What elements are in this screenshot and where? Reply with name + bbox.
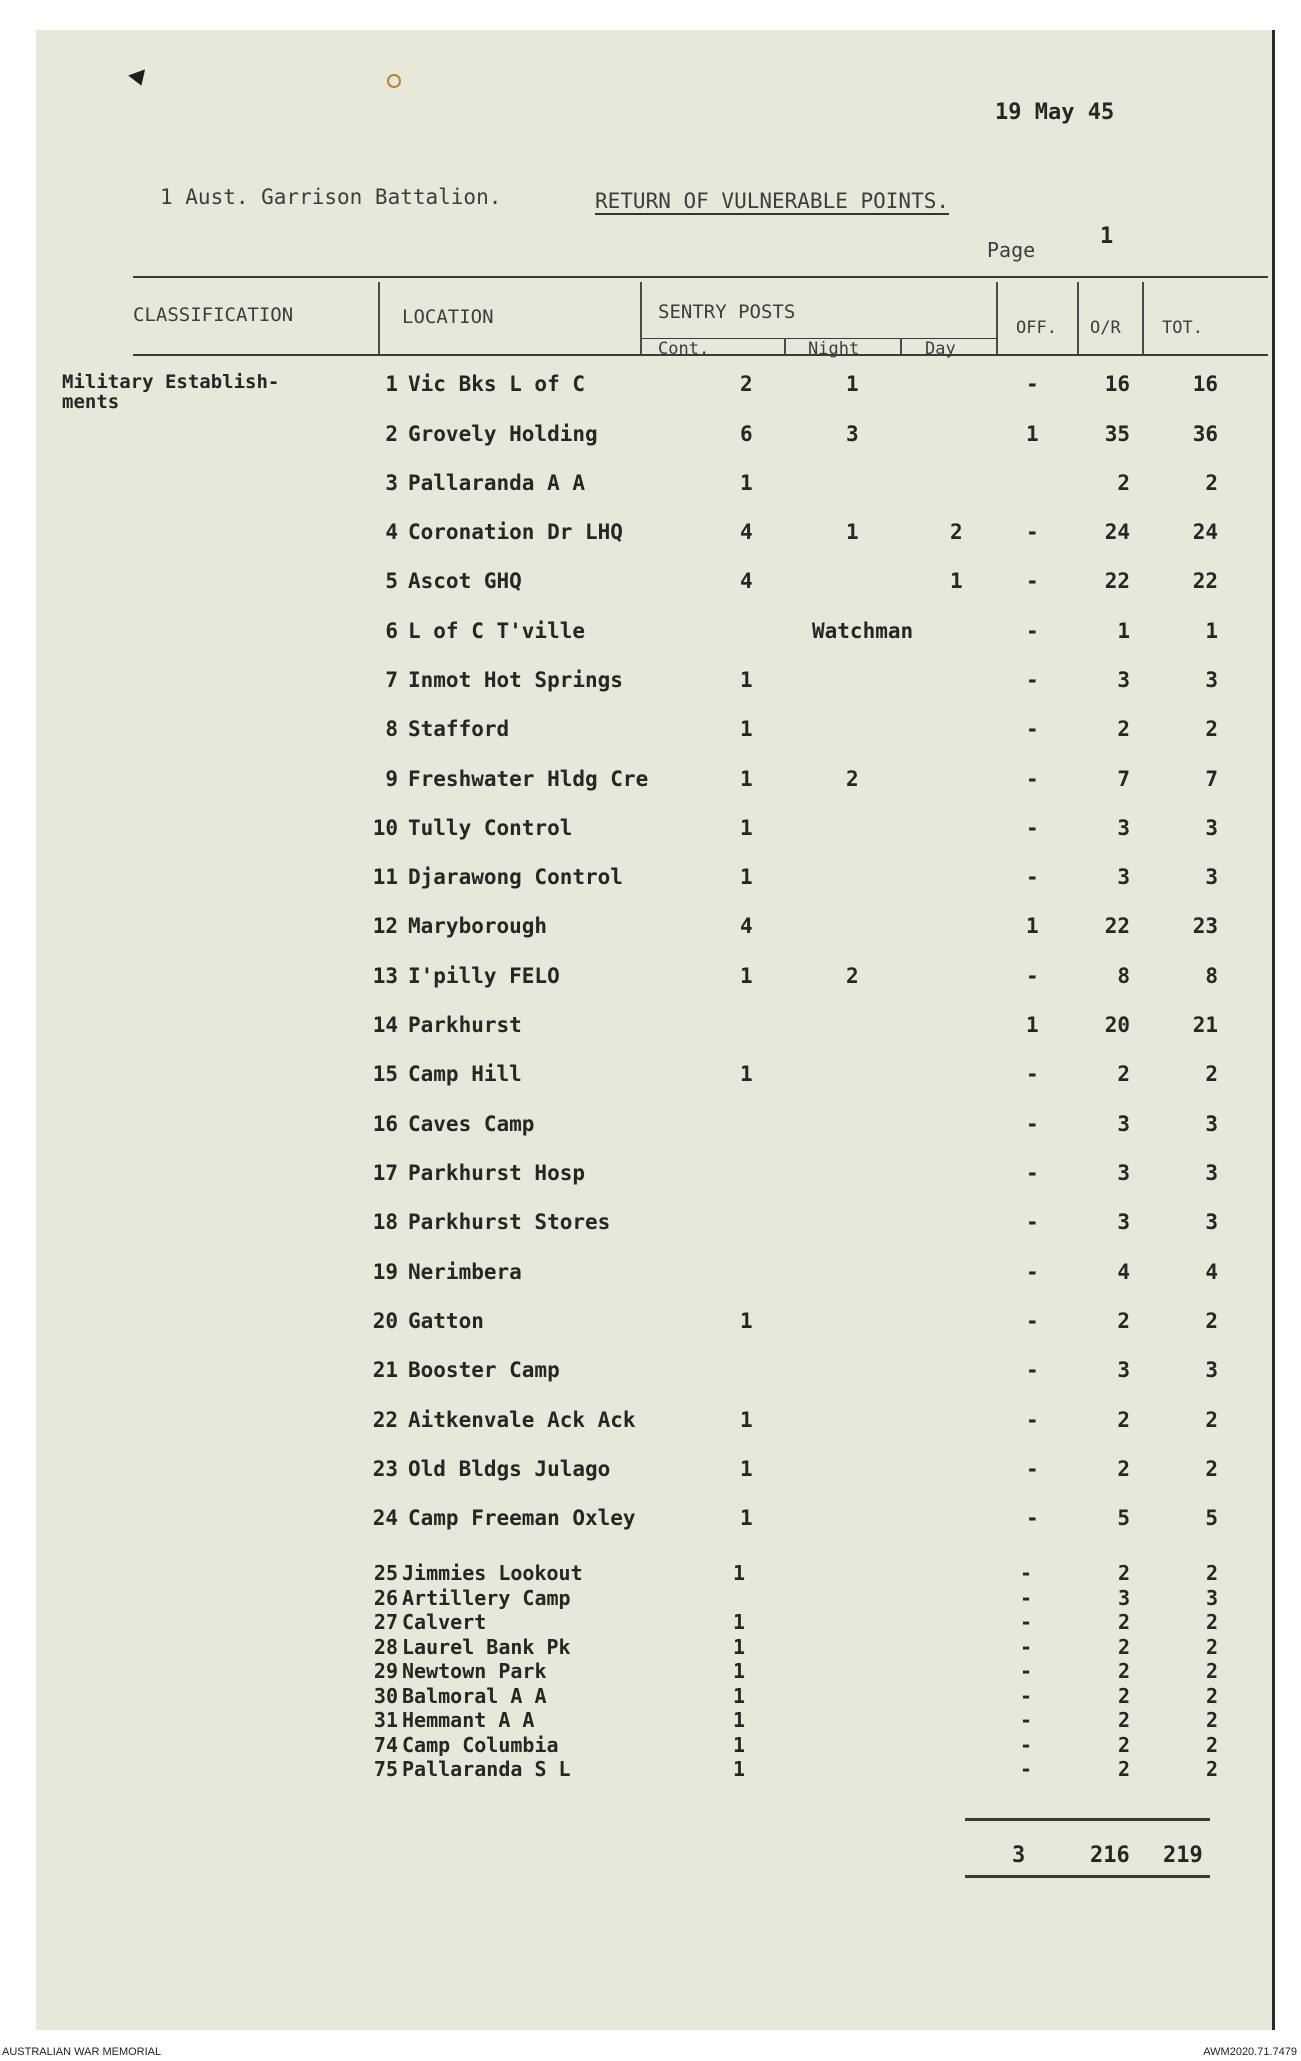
table-row <box>0 1112 1301 1146</box>
row-number: 18 <box>372 1210 398 1234</box>
row-cont: 4 <box>740 569 753 593</box>
row-tot: 2 <box>1205 1062 1218 1086</box>
document-date: 19 May 45 <box>995 100 1115 125</box>
row-tot: 3 <box>1205 1161 1218 1185</box>
total-tot: 219 <box>1163 1843 1203 1868</box>
row-number: 21 <box>372 1358 398 1382</box>
row-location: Nerimbera <box>408 1260 522 1284</box>
row-or: 3 <box>1117 668 1130 692</box>
row-location: Grovely Holding <box>408 422 598 446</box>
row-or: 2 <box>1117 1683 1130 1708</box>
row-off: - <box>1026 1062 1039 1086</box>
table-row <box>0 422 1301 456</box>
row-tot: 3 <box>1205 1585 1218 1610</box>
row-location: Pallaranda A A <box>408 471 586 495</box>
row-location: Camp Hill <box>408 1062 522 1086</box>
table-row <box>0 767 1301 801</box>
row-cont: 4 <box>740 914 753 938</box>
row-number: 2 <box>385 422 398 446</box>
row-tot: 2 <box>1205 1561 1218 1585</box>
header-classification: CLASSIFICATION <box>133 304 294 326</box>
row-off: - <box>1020 1659 1033 1683</box>
row-number: 75 <box>373 1757 398 1781</box>
row-or: 2 <box>1117 1408 1130 1432</box>
table-row <box>0 1585 1301 1612</box>
row-off: - <box>1020 1585 1033 1610</box>
row-off: - <box>1020 1732 1033 1757</box>
row-tot: 2 <box>1205 1659 1218 1683</box>
header-cont: Cont. <box>658 339 710 359</box>
row-location: Djarawong Control <box>408 865 623 889</box>
row-cont: 1 <box>733 1732 746 1757</box>
table-row <box>0 619 1301 653</box>
row-off: - <box>1026 964 1039 988</box>
row-tot: 4 <box>1205 1260 1218 1284</box>
row-off: - <box>1026 619 1039 643</box>
row-cont: 1 <box>740 1309 753 1333</box>
document-title: RETURN OF VULNERABLE POINTS. <box>595 189 950 213</box>
row-location: Maryborough <box>408 914 548 938</box>
table-row <box>0 1161 1301 1195</box>
row-night: 2 <box>846 964 859 988</box>
table-row <box>0 1062 1301 1096</box>
row-cont: 1 <box>740 865 753 889</box>
table-row <box>0 1563 1301 1587</box>
total-or: 216 <box>1090 1843 1130 1868</box>
table-top-rule <box>133 276 1268 278</box>
row-tot: 23 <box>1192 914 1218 938</box>
row-location: Ascot GHQ <box>408 569 522 593</box>
row-number: 22 <box>372 1408 398 1432</box>
row-tot: 36 <box>1192 422 1218 446</box>
row-off: - <box>1026 816 1039 840</box>
row-or: 4 <box>1117 1260 1130 1284</box>
row-off: - <box>1026 1210 1039 1234</box>
row-off: - <box>1026 520 1039 544</box>
row-tot: 3 <box>1205 668 1218 692</box>
table-row <box>0 717 1301 751</box>
row-location: Gatton <box>408 1309 484 1333</box>
row-number: 27 <box>373 1610 398 1634</box>
row-cont: 1 <box>740 1408 753 1432</box>
row-cont: 1 <box>733 1683 746 1708</box>
row-or: 22 <box>1104 569 1130 593</box>
row-number: 12 <box>372 914 398 938</box>
header-off: OFF. <box>1016 318 1057 338</box>
row-tot: 1 <box>1205 619 1218 643</box>
row-tot: 24 <box>1192 520 1218 544</box>
row-tot: 3 <box>1205 865 1218 889</box>
row-or: 24 <box>1104 520 1130 544</box>
row-cont: 4 <box>740 520 753 544</box>
table-row <box>0 1661 1301 1685</box>
row-number: 7 <box>385 668 398 692</box>
row-tot: 7 <box>1205 767 1218 791</box>
table-row <box>0 569 1301 603</box>
row-number: 17 <box>372 1161 398 1185</box>
row-off: - <box>1020 1610 1033 1634</box>
row-cont: 1 <box>740 816 753 840</box>
row-cont: 1 <box>733 1634 746 1659</box>
col-divider-6 <box>1077 282 1079 354</box>
table-row <box>0 1732 1301 1759</box>
row-off: - <box>1026 1408 1039 1432</box>
table-row <box>0 471 1301 505</box>
header-location: LOCATION <box>402 306 494 328</box>
row-number: 15 <box>372 1062 398 1086</box>
row-or: 2 <box>1117 1062 1130 1086</box>
row-cont: 1 <box>740 668 753 692</box>
row-or: 2 <box>1117 1309 1130 1333</box>
row-or: 3 <box>1117 865 1130 889</box>
row-off: 1 <box>1026 422 1039 446</box>
row-tot: 2 <box>1205 1610 1218 1634</box>
row-tot: 8 <box>1205 964 1218 988</box>
row-location: Camp Columbia <box>402 1732 559 1757</box>
total-off: 3 <box>1012 1843 1026 1868</box>
row-cont: 1 <box>740 767 753 791</box>
table-row <box>0 1309 1301 1343</box>
row-location: Stafford <box>408 717 510 741</box>
row-tot: 22 <box>1192 569 1218 593</box>
row-location: Parkhurst Hosp <box>408 1161 586 1185</box>
table-row <box>0 520 1301 554</box>
row-location: Hemmant A A <box>402 1708 535 1732</box>
row-cont: 6 <box>740 422 753 446</box>
header-day: Day <box>925 339 956 359</box>
row-number: 13 <box>372 964 398 988</box>
row-or: 35 <box>1104 422 1130 446</box>
row-cont: 1 <box>740 1506 753 1530</box>
row-location: Inmot Hot Springs <box>408 668 623 692</box>
col-divider-2 <box>640 282 642 354</box>
row-or: 7 <box>1117 767 1130 791</box>
row-tot: 2 <box>1205 1708 1218 1732</box>
totals-top-rule <box>965 1818 1210 1821</box>
row-tot: 2 <box>1205 1683 1218 1708</box>
row-location: Booster Camp <box>408 1358 560 1382</box>
row-off: - <box>1026 668 1039 692</box>
col-divider-4 <box>900 338 902 354</box>
row-number: 29 <box>373 1659 398 1683</box>
table-row <box>0 1759 1301 1783</box>
table-row <box>0 964 1301 998</box>
row-location: Jimmies Lookout <box>402 1561 583 1585</box>
row-cont: 1 <box>733 1708 746 1732</box>
row-off: - <box>1026 1260 1039 1284</box>
table-row <box>0 1013 1301 1047</box>
row-location: Parkhurst <box>408 1013 522 1037</box>
row-off: - <box>1020 1708 1033 1732</box>
row-or: 2 <box>1117 471 1130 495</box>
row-number: 8 <box>385 717 398 741</box>
row-or: 3 <box>1117 1210 1130 1234</box>
row-location: Newtown Park <box>402 1659 547 1683</box>
row-tot: 21 <box>1192 1013 1218 1037</box>
table-row <box>0 1210 1301 1244</box>
row-cont: 1 <box>733 1757 746 1781</box>
row-off: - <box>1026 767 1039 791</box>
row-location: Laurel Bank Pk <box>402 1634 571 1659</box>
row-location: L of C T'ville <box>408 619 586 643</box>
totals-bottom-rule <box>965 1875 1210 1878</box>
table-row <box>0 1612 1301 1636</box>
row-or: 16 <box>1104 372 1130 396</box>
row-location: Calvert <box>402 1610 487 1634</box>
row-tot: 2 <box>1205 471 1218 495</box>
row-off: - <box>1026 1161 1039 1185</box>
row-tot: 3 <box>1205 1112 1218 1136</box>
row-location: Old Bldgs Julago <box>408 1457 611 1481</box>
row-off: 1 <box>1026 914 1039 938</box>
row-off: - <box>1026 1112 1039 1136</box>
table-row <box>0 372 1301 406</box>
table-row <box>0 1506 1301 1540</box>
row-day: 1 <box>950 569 963 593</box>
row-location: Vic Bks L of C <box>408 372 586 396</box>
row-cont: 1 <box>740 717 753 741</box>
col-divider-1 <box>378 282 380 354</box>
header-night: Night <box>808 339 860 359</box>
row-cont: 1 <box>740 471 753 495</box>
row-tot: 2 <box>1205 1634 1218 1659</box>
row-number: 4 <box>385 520 398 544</box>
row-number: 16 <box>372 1112 398 1136</box>
row-number: 3 <box>385 471 398 495</box>
row-cont: 2 <box>740 372 753 396</box>
row-tot: 2 <box>1205 717 1218 741</box>
page-number: 1 <box>1100 224 1114 249</box>
row-or: 3 <box>1117 1585 1130 1610</box>
table-row <box>0 865 1301 899</box>
row-or: 2 <box>1117 1610 1130 1634</box>
row-off: - <box>1020 1757 1033 1781</box>
row-location: Balmoral A A <box>402 1683 547 1708</box>
row-off: - <box>1026 865 1039 889</box>
row-off: - <box>1020 1561 1033 1585</box>
row-number: 9 <box>385 767 398 791</box>
row-cont: 1 <box>733 1561 746 1585</box>
row-tot: 3 <box>1205 1358 1218 1382</box>
row-number: 10 <box>372 816 398 840</box>
row-or: 5 <box>1117 1506 1130 1530</box>
table-row <box>0 1358 1301 1392</box>
row-tot: 2 <box>1205 1408 1218 1432</box>
row-tot: 3 <box>1205 1210 1218 1234</box>
row-location: Parkhurst Stores <box>408 1210 611 1234</box>
footer-right: AWM2020.71.7479 <box>1203 2046 1297 2058</box>
row-location: Camp Freeman Oxley <box>408 1506 636 1530</box>
row-tot: 5 <box>1205 1506 1218 1530</box>
unit-name: 1 Aust. Garrison Battalion. <box>160 185 502 209</box>
row-off: - <box>1020 1683 1033 1708</box>
row-number: 20 <box>372 1309 398 1333</box>
row-or: 22 <box>1104 914 1130 938</box>
row-off: 1 <box>1026 1013 1039 1037</box>
row-tot: 3 <box>1205 816 1218 840</box>
row-or: 2 <box>1117 1708 1130 1732</box>
row-off: - <box>1020 1634 1033 1659</box>
col-divider-5 <box>996 282 998 354</box>
table-row <box>0 914 1301 948</box>
row-number: 11 <box>372 865 398 889</box>
table-row <box>0 1683 1301 1710</box>
table-row <box>0 1408 1301 1442</box>
table-row <box>0 1710 1301 1734</box>
row-off: - <box>1026 1309 1039 1333</box>
footer-left: AUSTRALIAN WAR MEMORIAL <box>2 2046 162 2058</box>
row-cont: 1 <box>733 1659 746 1683</box>
table-row <box>0 668 1301 702</box>
row-night: Watchman <box>812 619 914 643</box>
row-or: 3 <box>1117 1112 1130 1136</box>
row-cont: 1 <box>733 1610 746 1634</box>
table-row <box>0 816 1301 850</box>
row-or: 3 <box>1117 816 1130 840</box>
table-row <box>0 1260 1301 1294</box>
row-cont: 1 <box>740 1062 753 1086</box>
row-number: 14 <box>372 1013 398 1037</box>
table-row <box>0 1634 1301 1661</box>
header-sentry-posts: SENTRY POSTS <box>658 301 796 323</box>
row-off: - <box>1026 1457 1039 1481</box>
row-or: 1 <box>1117 619 1130 643</box>
row-number: 6 <box>385 619 398 643</box>
row-day: 2 <box>950 520 963 544</box>
table-row <box>0 1457 1301 1491</box>
row-or: 8 <box>1117 964 1130 988</box>
row-or: 2 <box>1117 717 1130 741</box>
row-tot: 2 <box>1205 1757 1218 1781</box>
row-number: 74 <box>373 1732 398 1757</box>
row-off: - <box>1026 569 1039 593</box>
row-or: 2 <box>1117 1457 1130 1481</box>
row-or: 2 <box>1117 1757 1130 1781</box>
row-location: Pallaranda S L <box>402 1757 571 1781</box>
row-location: Freshwater Hldg Cre <box>408 767 649 791</box>
row-number: 1 <box>385 372 398 396</box>
row-tot: 16 <box>1192 372 1218 396</box>
row-number: 23 <box>372 1457 398 1481</box>
row-location: Coronation Dr LHQ <box>408 520 623 544</box>
col-divider-3 <box>784 338 786 354</box>
row-night: 2 <box>846 767 859 791</box>
row-or: 20 <box>1104 1013 1130 1037</box>
row-location: I'pilly FELO <box>408 964 560 988</box>
row-or: 2 <box>1117 1634 1130 1659</box>
row-off: - <box>1026 1506 1039 1530</box>
row-number: 25 <box>373 1561 398 1585</box>
row-or: 2 <box>1117 1561 1130 1585</box>
row-number: 19 <box>372 1260 398 1284</box>
rust-spot <box>387 74 401 88</box>
row-cont: 1 <box>740 964 753 988</box>
row-tot: 2 <box>1205 1732 1218 1757</box>
punch-hole-mark <box>128 69 150 88</box>
col-divider-7 <box>1142 282 1144 354</box>
row-number: 26 <box>373 1585 398 1610</box>
row-off: - <box>1026 372 1039 396</box>
row-night: 1 <box>846 372 859 396</box>
row-location: Artillery Camp <box>402 1585 571 1610</box>
row-night: 1 <box>846 520 859 544</box>
row-off: - <box>1026 1358 1039 1382</box>
row-location: Caves Camp <box>408 1112 535 1136</box>
row-number: 30 <box>373 1683 398 1708</box>
row-tot: 2 <box>1205 1309 1218 1333</box>
row-cont: 1 <box>740 1457 753 1481</box>
header-tot: TOT. <box>1162 318 1203 338</box>
row-or: 2 <box>1117 1732 1130 1757</box>
row-or: 3 <box>1117 1161 1130 1185</box>
row-night: 3 <box>846 422 859 446</box>
row-number: 28 <box>373 1634 398 1659</box>
row-location: Aitkenvale Ack Ack <box>408 1408 636 1432</box>
row-tot: 2 <box>1205 1457 1218 1481</box>
row-number: 5 <box>385 569 398 593</box>
row-or: 2 <box>1117 1659 1130 1683</box>
row-number: 31 <box>373 1708 398 1732</box>
page-label: Page <box>987 238 1036 262</box>
row-or: 3 <box>1117 1358 1130 1382</box>
header-or: O/R <box>1090 318 1121 338</box>
row-location: Tully Control <box>408 816 573 840</box>
row-off: - <box>1026 717 1039 741</box>
classification-label: Military Establish- ments <box>62 371 280 413</box>
row-number: 24 <box>372 1506 398 1530</box>
